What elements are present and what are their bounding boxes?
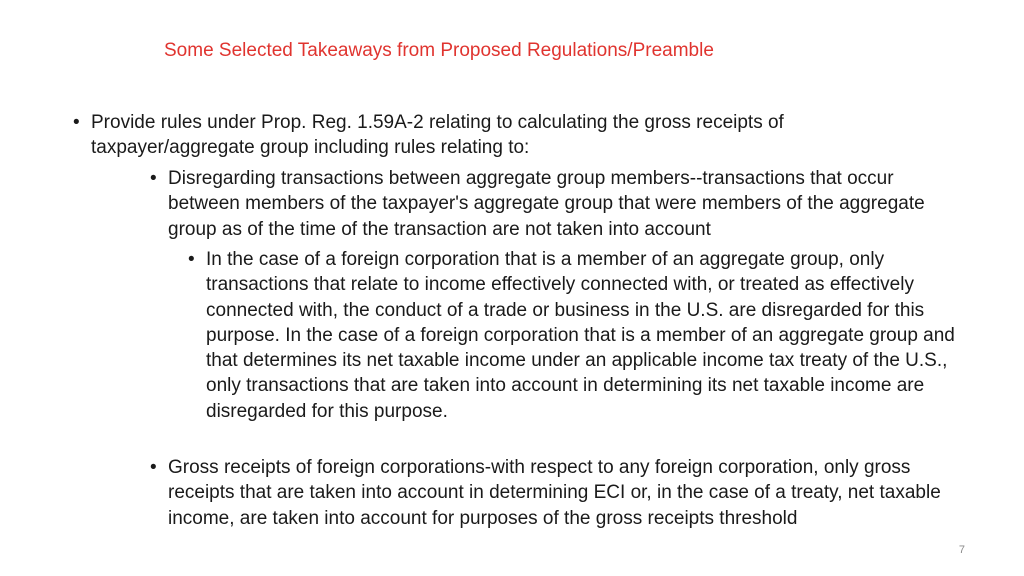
bullet-dot-icon: • <box>73 112 80 133</box>
bullet-disregarding-transactions <box>150 166 968 242</box>
slide-title: Some Selected Takeaways from Proposed Regulations/Preamble <box>164 40 714 61</box>
bullet-dot-icon: • <box>188 249 195 270</box>
bullet-text: Gross receipts of foreign corporations-with respect to any foreign corporation, only gross receipts that are taken into account in determining ECI or, in the case of a treaty, net taxable income, are taken into account for purposes of the gross receipts threshold <box>168 457 941 529</box>
bullet-text: In the case of a foreign corporation that is a member of an aggregate group, only transactions that relate to income effectively connected with, or treated as effectively connected with, the conduct of a trade or business in the U.S. are disregarded for this purpose. In the case of a foreign corporation that is a member of an aggregate group and that determines its net taxable income under an applicable income tax treaty of the U.S., only transactions that are taken into account in determining its net taxable income are disregarded for this purpose. <box>206 249 955 422</box>
bullet-dot-icon: • <box>150 457 157 478</box>
bullet-dot-icon: • <box>150 168 157 189</box>
bullet-text: Disregarding transactions between aggregate group members--transactions that occur between members of the taxpayer's aggregate group that were members of the aggregate group as of the time of the transaction are not taken into account <box>168 168 925 240</box>
bullet-foreign-gross-receipts <box>150 455 968 531</box>
bullet-foreign-corporation-member <box>188 247 986 424</box>
bullet-gross-receipts-rules <box>73 110 891 161</box>
bullet-text: Provide rules under Prop. Reg. 1.59A-2 relating to calculating the gross receipts of taxpayer/aggregate group including rules relating to: <box>91 112 784 159</box>
page-number: 7 <box>958 544 965 556</box>
